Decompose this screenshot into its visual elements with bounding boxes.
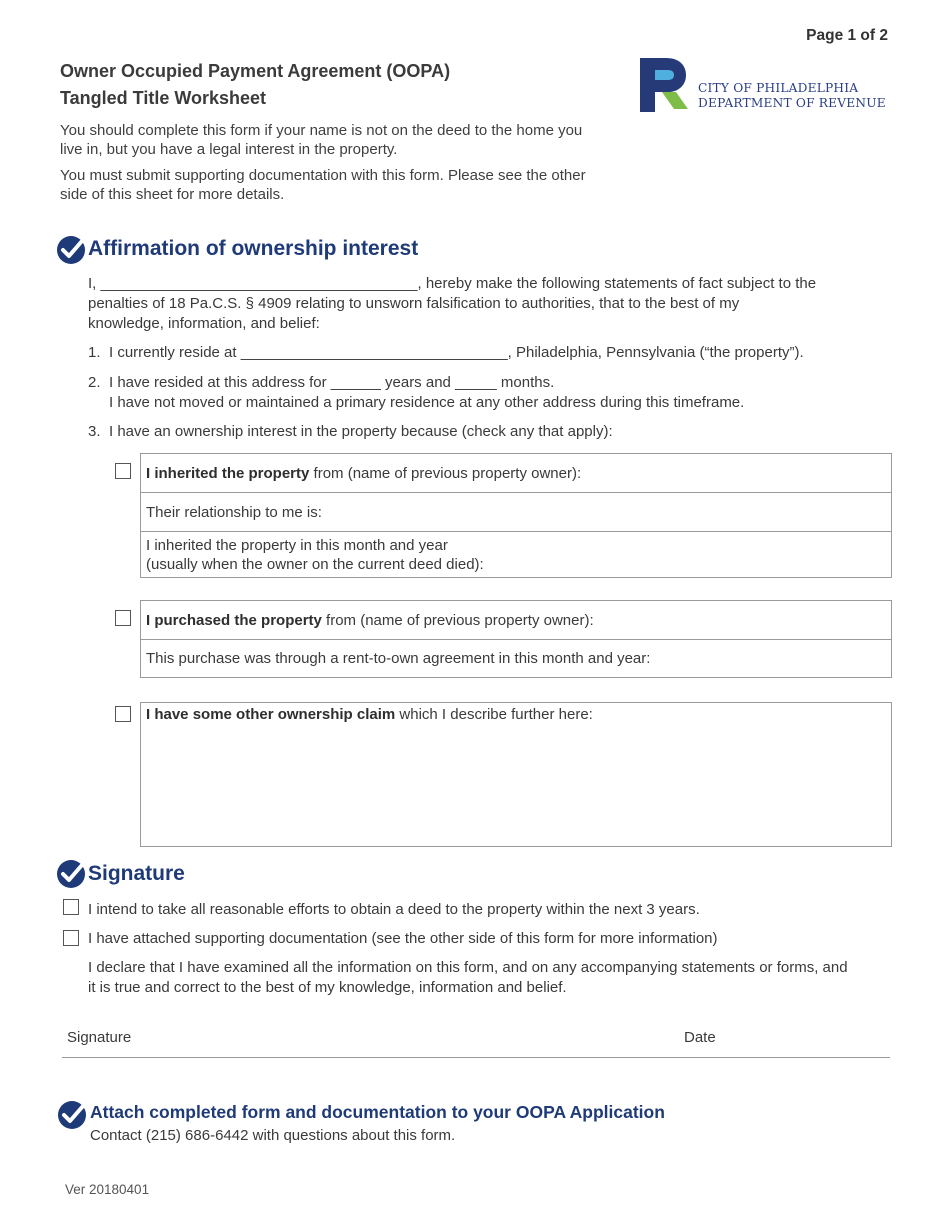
signature-line [62, 1057, 890, 1058]
section-heading-signature: Signature [88, 862, 185, 885]
other-claim-label-bold: I have some other ownership claim [146, 706, 396, 723]
rent-to-own-field[interactable] [141, 640, 891, 677]
declaration-text: I declare that I have examined all the information on this form, and on any accompanying statements or forms, and it is true and correct to the best of my knowledge, information and belief. [88, 959, 848, 996]
section-heading-affirmation: Affirmation of ownership interest [88, 237, 419, 260]
purchased-checkbox[interactable] [115, 610, 131, 626]
item-number-2: 2. [88, 374, 101, 391]
deed-intent-checkbox[interactable] [63, 899, 79, 915]
purchased-label-bold: I purchased the property [146, 611, 322, 629]
checkmark-badge-icon [57, 1100, 87, 1130]
inherited-date-label-2: (usually when the owner on the current deed died): [146, 555, 484, 573]
logo-line-2: DEPARTMENT OF REVENUE [698, 96, 886, 110]
date-label: Date [684, 1029, 716, 1046]
relationship-field[interactable] [141, 493, 891, 532]
form-title: Owner Occupied Payment Agreement (OOPA) [60, 61, 451, 81]
form-subtitle: Tangled Title Worksheet [60, 88, 267, 108]
purchased-owner-field[interactable] [141, 601, 891, 640]
logo-line-1: CITY OF PHILADELPHIA [698, 81, 859, 95]
page-number: Page 1 of 2 [806, 27, 888, 44]
purchased-label-rest: from (name of previous property owner): [321, 611, 594, 629]
deed-intent-label: I intend to take all reasonable efforts to obtain a deed to the property within the next 3 years. [88, 901, 700, 918]
other-claim-label-rest: which I describe further here: [395, 706, 593, 723]
other-claim-checkbox[interactable] [115, 706, 131, 722]
inherited-date-field[interactable] [141, 532, 891, 577]
other-claim-field[interactable] [140, 702, 892, 847]
inherited-checkbox[interactable] [115, 463, 131, 479]
rent-to-own-label: This purchase was through a rent-to-own agreement in this month and year: [146, 650, 651, 667]
inherited-label-rest: from (name of previous property owner): [309, 464, 582, 482]
item-duration: I have resided at this address for ______ years and _____ months. [109, 374, 555, 391]
footer-heading: Attach completed form and documentation to your OOPA Application [90, 1102, 665, 1122]
documentation-checkbox[interactable] [63, 930, 79, 946]
inherited-owner-field[interactable] [141, 454, 891, 493]
purchased-box [140, 600, 892, 678]
relationship-label: Their relationship to me is: [146, 503, 322, 521]
city-r-logo-icon [640, 58, 692, 112]
signature-label: Signature [67, 1029, 132, 1046]
intro-paragraph-2: You must submit supporting documentation with this form. Please see the other side of this sheet for more details. [60, 167, 586, 203]
inherited-date-label-1: I inherited the property in this month and year [146, 536, 448, 554]
affirmation-statement: I, ______________________________________, hereby make the following statements of fact subject to the penalties of 18 Pa.C.S. § 4909 relating to unsworn falsification to authorities, that to the best of my knowledge, information, and belief: [88, 275, 817, 332]
signature-field[interactable] [62, 1024, 890, 1057]
documentation-label: I have attached supporting documentation (see the other side of this form for more information) [88, 930, 718, 947]
inherited-box [140, 453, 892, 578]
item-residence: I currently reside at ________________________________, Philadelphia, Pennsylvania (“the property”). [109, 344, 804, 361]
inherited-label-bold: I inherited the property [146, 464, 310, 482]
contact-text: Contact (215) 686-6442 with questions about this form. [90, 1127, 456, 1144]
intro-paragraph-1: You should complete this form if your name is not on the deed to the home you live in, but you have a legal interest in the property. [60, 122, 583, 158]
item-duration-note: I have not moved or maintained a primary residence at any other address during this timeframe. [109, 394, 745, 411]
item-number-3: 3. [88, 423, 101, 440]
item-ownership-interest: I have an ownership interest in the property because (check any that apply): [109, 423, 613, 440]
version-label: Ver 20180401 [65, 1182, 150, 1197]
item-number-1: 1. [88, 344, 101, 361]
checkmark-badge-icon [56, 235, 86, 265]
checkmark-badge-icon [56, 859, 86, 889]
city-logo [640, 58, 895, 114]
